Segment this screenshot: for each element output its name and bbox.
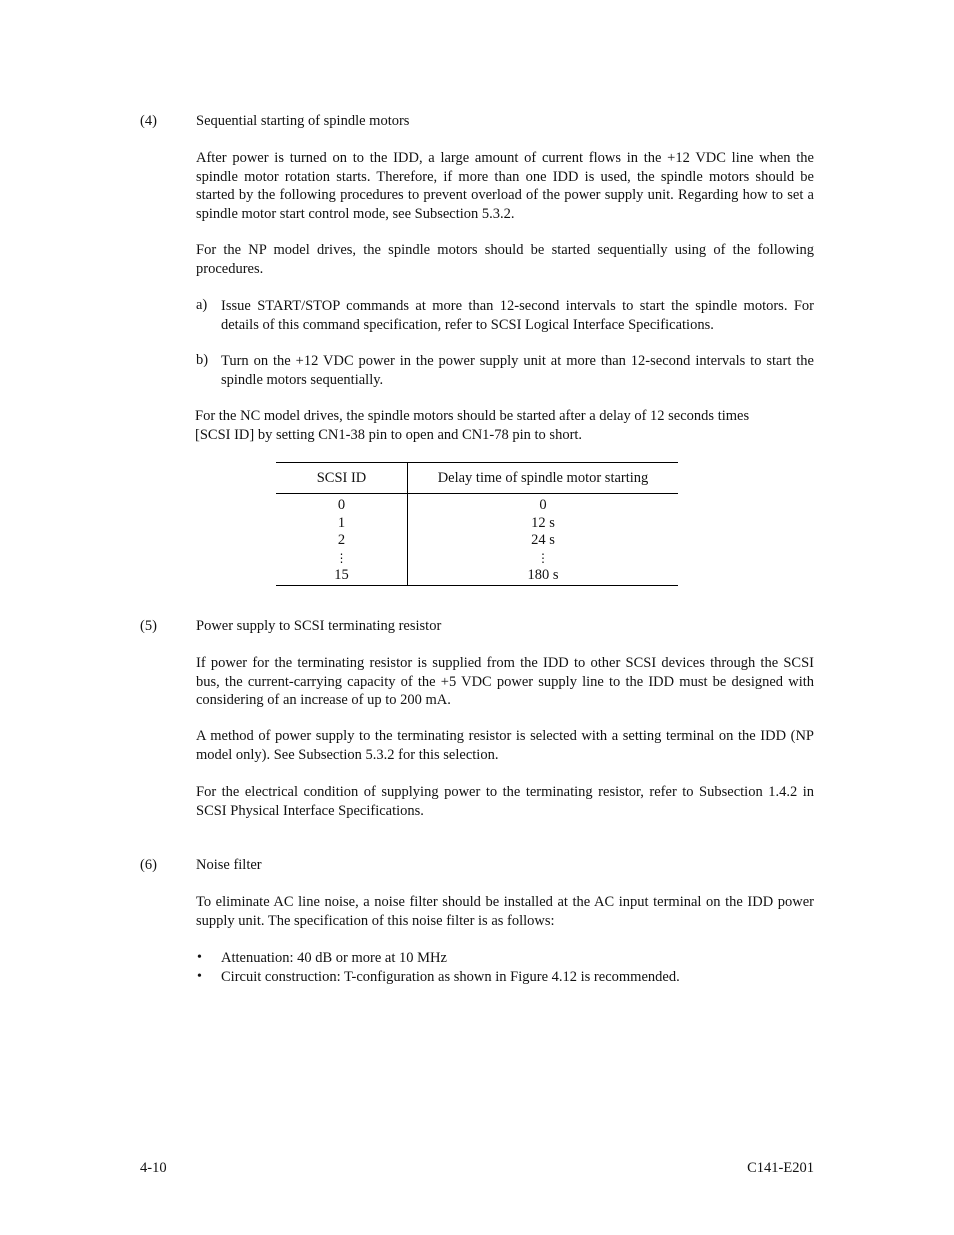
section-4-paragraph: For the NP model drives, the spindle motors should be started sequentially using of the following procedures. <box>196 242 814 277</box>
section-4-title: Sequential starting of spindle motors <box>196 113 410 129</box>
table-cell-delay: 12 s <box>531 514 555 531</box>
spindle-delay-table <box>276 462 678 586</box>
table-cell-delay: 180 s <box>408 567 679 585</box>
section-4-paragraph: After power is turned on to the IDD, a large amount of current flows in the +12 VDC line when the spindle motor rotation starts. Therefore, if more than one IDD is used, the spindle motors should be started by the following procedures to prevent overload of the power supply unit. Regarding how to set a spindle motor start control mode, see Subsection 5.3.2. <box>196 150 814 222</box>
paragraph-line: For the NC model drives, the spindle motors should be started after a delay of 12 seconds times <box>195 408 750 424</box>
table-cell-scsi-id: 15 <box>276 567 408 585</box>
table-row <box>276 515 678 533</box>
table-row <box>276 550 678 568</box>
table-header-delay-time: Delay time of spindle motor starting <box>408 463 679 494</box>
section-5-paragraph: A method of power supply to the terminating resistor is selected with a setting terminal on the IDD (NP model only). See Subsection 5.3.2 for this selection. <box>196 728 814 763</box>
table-cell-delay: 0 <box>539 497 547 514</box>
table-cell-scsi-id: 1 <box>276 515 408 533</box>
table-cell-delay: ⋮ <box>537 551 549 566</box>
table-row <box>276 532 678 550</box>
document-code: C141-E201 <box>747 1160 814 1176</box>
section-4-nc-paragraph <box>195 407 749 444</box>
bullet-item-text: Attenuation: 40 dB or more at 10 MHz <box>221 950 447 966</box>
table-header-scsi-id: SCSI ID <box>276 463 408 494</box>
section-4-number: (4) <box>140 113 157 129</box>
list-item-text: Issue START/STOP commands at more than 12-second intervals to start the spindle motors. For details of this command specification, refer to SCSI Logical Interface Specifications. <box>221 298 814 333</box>
paragraph-line: [SCSI ID] by setting CN1-38 pin to open and CN1-78 pin to short. <box>195 426 583 443</box>
bullet-icon: • <box>197 969 202 984</box>
table-row <box>276 494 678 515</box>
section-6-title: Noise filter <box>196 857 262 873</box>
section-5-paragraph: For the electrical condition of supplying power to the terminating resistor, refer to Subsection 1.4.2 in SCSI Physical Interface Specifications. <box>196 784 814 819</box>
bullet-item-text: Circuit construction: T-configuration as shown in Figure 4.12 is recommended. <box>221 969 680 985</box>
section-5-number: (5) <box>140 618 157 634</box>
bullet-icon: • <box>197 950 202 965</box>
table-cell-scsi-id: 0 <box>276 494 408 515</box>
section-5-paragraph: If power for the terminating resistor is supplied from the IDD to other SCSI devices through the SCSI bus, the current-carrying capacity of the +5 VDC power supply line to the IDD must be designed with considering of an increase of up to 200 mA. <box>196 655 814 709</box>
table-row <box>276 567 678 585</box>
list-item-text: Turn on the +12 VDC power in the power supply unit at more than 12-second intervals to start the spindle motors sequentially. <box>221 353 814 388</box>
table-cell-delay: 24 s <box>531 532 555 549</box>
section-6-number: (6) <box>140 857 157 873</box>
page-number: 4-10 <box>140 1160 167 1176</box>
list-item-marker: a) <box>196 297 208 313</box>
section-6-paragraph: To eliminate AC line noise, a noise filter should be installed at the AC input terminal on the IDD power supply unit. The specification of this noise filter is as follows: <box>196 894 814 929</box>
table-cell-scsi-id: ⋮ <box>276 550 408 568</box>
list-item-marker: b) <box>196 352 209 368</box>
section-5-title: Power supply to SCSI terminating resistor <box>196 618 442 634</box>
table-header-row <box>276 463 678 494</box>
table-cell-scsi-id: 2 <box>276 532 408 550</box>
